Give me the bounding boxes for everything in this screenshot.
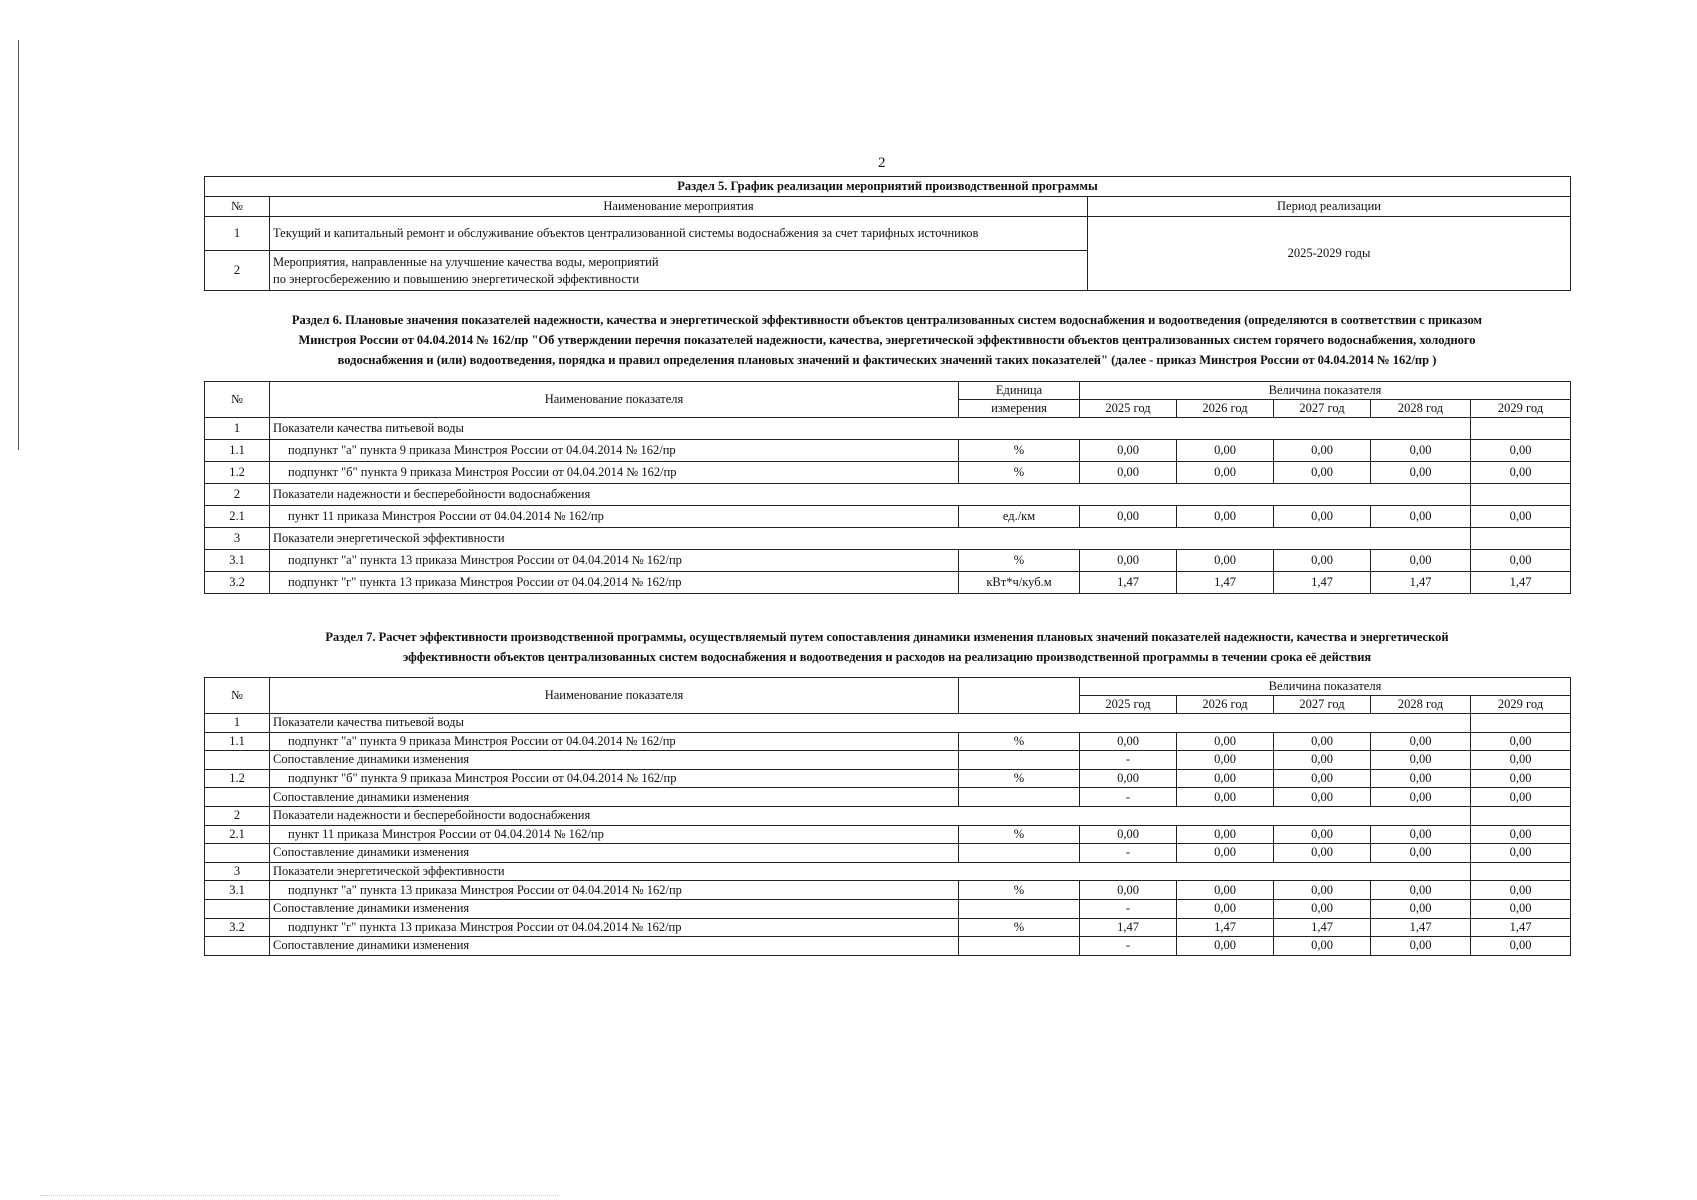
- section7-row-value: 0,00: [1371, 881, 1471, 900]
- section7-row-value: 1,47: [1177, 918, 1274, 937]
- section7-row: [205, 862, 1571, 881]
- section7-table: [204, 677, 1571, 956]
- section7-row-value: 0,00: [1274, 769, 1371, 788]
- section5-row2-name-line2: по энергосбережению и повышению энергетической эффективности: [273, 271, 640, 286]
- section7-row-value: 0,00: [1471, 769, 1571, 788]
- section7-header-name: Наименование показателя: [270, 678, 959, 714]
- section7-row-empty-cell: [1471, 862, 1571, 881]
- section7-row-unit: [959, 899, 1080, 918]
- section5-row2-name: [270, 251, 1088, 291]
- section7-row-unit: %: [959, 769, 1080, 788]
- section6-row-value: 1,47: [1080, 572, 1177, 594]
- section7-row-value: 0,00: [1177, 788, 1274, 807]
- section6-row: [205, 484, 1571, 506]
- section6-heading: [212, 310, 1562, 370]
- section7-row-name: подпункт "б" пункта 9 приказа Минстроя России от 04.04.2014 № 162/пр: [270, 769, 959, 788]
- section7-row-value: 0,00: [1177, 732, 1274, 751]
- section7-row-empty-cell: [1471, 714, 1571, 733]
- section6-row: [205, 440, 1571, 462]
- section7-header-unit-empty: [959, 678, 1080, 714]
- section7-row-value: 0,00: [1371, 899, 1471, 918]
- section6-row-value: 1,47: [1274, 572, 1371, 594]
- section7-row-value: 0,00: [1274, 732, 1371, 751]
- section6-row-value: 0,00: [1471, 506, 1571, 528]
- section6-row-value: 0,00: [1371, 506, 1471, 528]
- section6-row-value: 0,00: [1471, 550, 1571, 572]
- section6-row-value: 0,00: [1471, 462, 1571, 484]
- section7-row: [205, 844, 1571, 863]
- section7-row-value: 0,00: [1274, 751, 1371, 770]
- section6-group-name: Показатели энергетической эффективности: [270, 528, 1471, 550]
- section7-row-value: 0,00: [1177, 825, 1274, 844]
- section7-row-value: 0,00: [1080, 732, 1177, 751]
- section7-row-name: Сопоставление динамики изменения: [270, 844, 959, 863]
- section6-row-value: 0,00: [1177, 506, 1274, 528]
- section7-row-name: подпункт "а" пункта 13 приказа Минстроя России от 04.04.2014 № 162/пр: [270, 881, 959, 900]
- section6-row-unit: ед./км: [959, 506, 1080, 528]
- section6-row-value: 0,00: [1177, 462, 1274, 484]
- section7-row-num: [205, 937, 270, 956]
- section7-row-value: 0,00: [1274, 881, 1371, 900]
- section7-row-value: 0,00: [1080, 825, 1177, 844]
- section7-row-value: 0,00: [1371, 769, 1471, 788]
- section7-row-name: Сопоставление динамики изменения: [270, 937, 959, 956]
- section6-row: [205, 572, 1571, 594]
- section7-row: [205, 937, 1571, 956]
- section6-row-value: 0,00: [1274, 506, 1371, 528]
- section7-row-value: 0,00: [1471, 937, 1571, 956]
- section6-group-name: Показатели надежности и бесперебойности водоснабжения: [270, 484, 1471, 506]
- section6-row-value: 0,00: [1080, 462, 1177, 484]
- section7-row-num: 1.2: [205, 769, 270, 788]
- section7-row-value: 1,47: [1471, 918, 1571, 937]
- section7-row-value: 0,00: [1274, 788, 1371, 807]
- section7-row-value: 0,00: [1080, 769, 1177, 788]
- section6-row-value: 0,00: [1080, 506, 1177, 528]
- section7-row-empty-cell: [1471, 806, 1571, 825]
- section6-row-name: подпункт "а" пункта 13 приказа Минстроя России от 04.04.2014 № 162/пр: [270, 550, 959, 572]
- section7-row-value: 0,00: [1177, 751, 1274, 770]
- section6-header-name: Наименование показателя: [270, 382, 959, 418]
- section7-row-name: пункт 11 приказа Минстроя России от 04.04.2014 № 162/пр: [270, 825, 959, 844]
- section6-row-value: 0,00: [1471, 440, 1571, 462]
- section5-row2-num: 2: [205, 251, 270, 291]
- section5-row1-num: 1: [205, 217, 270, 251]
- section7-row-value: 0,00: [1371, 732, 1471, 751]
- section6-row-num: 2.1: [205, 506, 270, 528]
- section6-row-value: 0,00: [1371, 462, 1471, 484]
- section7-row-value: 0,00: [1080, 881, 1177, 900]
- section7-row-value: 1,47: [1274, 918, 1371, 937]
- section6-row-num: 1.1: [205, 440, 270, 462]
- section7-title-line1: Раздел 7. Расчет эффективности производственной программы, осуществляемый путем сопоставления динамики изменения плановых значений показателей надежности, качества и энергетической: [325, 630, 1449, 644]
- section7-row-unit: [959, 751, 1080, 770]
- section7-year-2027: 2027 год: [1274, 696, 1371, 714]
- section7-title-line2: эффективности объектов централизованных систем водоснабжения и водоотведения и расходов на реализацию производственной программы в течении срока её действия: [402, 650, 1372, 664]
- section6-row-value: 0,00: [1177, 440, 1274, 462]
- section7-row-value: -: [1080, 899, 1177, 918]
- section5-period-value: 2025-2029 годы: [1088, 217, 1571, 291]
- section7-row-num: 3.1: [205, 881, 270, 900]
- section7-row-name: подпункт "а" пункта 9 приказа Минстроя России от 04.04.2014 № 162/пр: [270, 732, 959, 751]
- section7-row-value: 0,00: [1177, 844, 1274, 863]
- section7-row-num: 1: [205, 714, 270, 733]
- section6-row-name: подпункт "б" пункта 9 приказа Минстроя России от 04.04.2014 № 162/пр: [270, 462, 959, 484]
- section6-row-unit: кВт*ч/куб.м: [959, 572, 1080, 594]
- section7-row-num: 1.1: [205, 732, 270, 751]
- scan-edge-marks: [18, 40, 21, 450]
- section6-title-line1: Раздел 6. Плановые значения показателей надежности, качества и энергетической эффективности объектов централизованных систем водоснабжения и водоотведения (определяются в соответствии с приказом: [291, 313, 1483, 327]
- section7-group-name: Показатели надежности и бесперебойности водоснабжения: [270, 806, 1471, 825]
- section7-row-value: 0,00: [1177, 881, 1274, 900]
- section6-year-2027: 2027 год: [1274, 400, 1371, 418]
- section6-year-2028: 2028 год: [1371, 400, 1471, 418]
- section7-row-value: 0,00: [1371, 788, 1471, 807]
- section7-row-unit: %: [959, 732, 1080, 751]
- section6-row-num: 1.2: [205, 462, 270, 484]
- section7-year-2028: 2028 год: [1371, 696, 1471, 714]
- section7-header-num: №: [205, 678, 270, 714]
- section5-block: [204, 176, 1570, 291]
- section5-header-period: Период реализации: [1088, 197, 1571, 217]
- section7-row-num: [205, 844, 270, 863]
- section7-heading: [212, 627, 1562, 667]
- section6-row: [205, 462, 1571, 484]
- section7-row-num: [205, 751, 270, 770]
- section7-row-unit: [959, 844, 1080, 863]
- section7-row: [205, 806, 1571, 825]
- section6-row-value: 0,00: [1274, 550, 1371, 572]
- section7-row-value: 0,00: [1471, 844, 1571, 863]
- section7-block: [204, 677, 1570, 956]
- section6-row-value: 1,47: [1371, 572, 1471, 594]
- section6-block: [204, 381, 1570, 594]
- section7-row-num: 2: [205, 806, 270, 825]
- section7-row-unit: [959, 788, 1080, 807]
- section5-header-num: №: [205, 197, 270, 217]
- section7-row-value: -: [1080, 788, 1177, 807]
- section7-row-value: -: [1080, 751, 1177, 770]
- section7-row-value: 0,00: [1371, 751, 1471, 770]
- section7-row-value: 1,47: [1080, 918, 1177, 937]
- section6-table: [204, 381, 1571, 594]
- section6-row-value: 0,00: [1080, 550, 1177, 572]
- section7-row-name: Сопоставление динамики изменения: [270, 788, 959, 807]
- section6-row-name: пункт 11 приказа Минстроя России от 04.04.2014 № 162/пр: [270, 506, 959, 528]
- section7-row-value: 0,00: [1177, 769, 1274, 788]
- section7-row-num: [205, 788, 270, 807]
- section6-year-2029: 2029 год: [1471, 400, 1571, 418]
- section6-row-unit: %: [959, 462, 1080, 484]
- section7-row-num: 3.2: [205, 918, 270, 937]
- page-number: 2: [878, 155, 886, 171]
- section7-row-value: 0,00: [1471, 732, 1571, 751]
- section6-header-value: Величина показателя: [1080, 382, 1571, 400]
- section6-row: [205, 550, 1571, 572]
- section7-group-name: Показатели качества питьевой воды: [270, 714, 1471, 733]
- section7-row-value: 0,00: [1471, 751, 1571, 770]
- section7-row-value: 0,00: [1471, 881, 1571, 900]
- section7-row-unit: %: [959, 881, 1080, 900]
- section6-row-value: 1,47: [1177, 572, 1274, 594]
- section6-row-num: 2: [205, 484, 270, 506]
- section6-header-unit-line1: Единица: [959, 382, 1080, 400]
- section7-row-value: 0,00: [1177, 937, 1274, 956]
- section7-row-name: Сопоставление динамики изменения: [270, 899, 959, 918]
- section7-row-name: подпункт "г" пункта 13 приказа Минстроя России от 04.04.2014 № 162/пр: [270, 918, 959, 937]
- section7-row: [205, 899, 1571, 918]
- section6-row-unit: %: [959, 440, 1080, 462]
- section7-row-value: 0,00: [1177, 899, 1274, 918]
- section6-row-value: 1,47: [1471, 572, 1571, 594]
- section6-year-2026: 2026 год: [1177, 400, 1274, 418]
- section6-row-value: 0,00: [1274, 462, 1371, 484]
- section7-row-value: 0,00: [1274, 844, 1371, 863]
- section5-header-name: Наименование мероприятия: [270, 197, 1088, 217]
- section7-row-value: 0,00: [1274, 937, 1371, 956]
- section5-table: [204, 176, 1571, 291]
- section7-row-value: 0,00: [1274, 899, 1371, 918]
- section6-row-value: 0,00: [1371, 550, 1471, 572]
- section7-row-value: 0,00: [1471, 788, 1571, 807]
- section5-row1-name: Текущий и капитальный ремонт и обслуживание объектов централизованной системы водоснабжения за счет тарифных источников: [270, 217, 1088, 251]
- section7-row: [205, 769, 1571, 788]
- section6-row-value: 0,00: [1080, 440, 1177, 462]
- section7-row-value: -: [1080, 844, 1177, 863]
- section6-row-empty-cell: [1471, 528, 1571, 550]
- section7-row-value: 0,00: [1371, 937, 1471, 956]
- section7-row-name: Сопоставление динамики изменения: [270, 751, 959, 770]
- section6-title-line3: водоснабжения и (или) водоотведения, порядка и правил определения плановых значений и фактических значений таких показателей" (далее - приказ Минстроя России от 04.04.2014 № 162/пр ): [337, 353, 1437, 367]
- section7-row-unit: %: [959, 825, 1080, 844]
- section5-row2-name-line1: Мероприятия, направленные на улучшение качества воды, мероприятий: [273, 254, 659, 269]
- section6-row: [205, 528, 1571, 550]
- section6-row-value: 0,00: [1274, 440, 1371, 462]
- section7-row-value: 1,47: [1371, 918, 1471, 937]
- section7-row-value: 0,00: [1371, 825, 1471, 844]
- section7-row-value: 0,00: [1471, 899, 1571, 918]
- section7-row-unit: %: [959, 918, 1080, 937]
- section7-row: [205, 751, 1571, 770]
- section7-year-2029: 2029 год: [1471, 696, 1571, 714]
- section6-header-unit-line2: измерения: [959, 400, 1080, 418]
- section6-year-2025: 2025 год: [1080, 400, 1177, 418]
- section7-group-name: Показатели энергетической эффективности: [270, 862, 1471, 881]
- section6-row-value: 0,00: [1371, 440, 1471, 462]
- section6-group-name: Показатели качества питьевой воды: [270, 418, 1471, 440]
- section7-row-unit: [959, 937, 1080, 956]
- section7-row-value: 0,00: [1471, 825, 1571, 844]
- section7-row: [205, 918, 1571, 937]
- section7-row: [205, 714, 1571, 733]
- section7-row-num: [205, 899, 270, 918]
- section7-row: [205, 881, 1571, 900]
- section6-row-value: 0,00: [1177, 550, 1274, 572]
- section7-row-num: 3: [205, 862, 270, 881]
- section6-row-num: 3: [205, 528, 270, 550]
- section7-year-2025: 2025 год: [1080, 696, 1177, 714]
- section6-row-empty-cell: [1471, 484, 1571, 506]
- section6-row-unit: %: [959, 550, 1080, 572]
- section6-row-num: 1: [205, 418, 270, 440]
- scan-noise-line: [40, 1195, 560, 1196]
- section7-header-value: Величина показателя: [1080, 678, 1571, 696]
- section5-title: Раздел 5. График реализации мероприятий производственной программы: [205, 177, 1571, 197]
- section7-row: [205, 732, 1571, 751]
- section7-row-num: 2.1: [205, 825, 270, 844]
- section7-row: [205, 825, 1571, 844]
- section6-row-empty-cell: [1471, 418, 1571, 440]
- section6-row-name: подпункт "г" пункта 13 приказа Минстроя России от 04.04.2014 № 162/пр: [270, 572, 959, 594]
- section6-row-num: 3.2: [205, 572, 270, 594]
- section7-row-value: 0,00: [1371, 844, 1471, 863]
- section7-year-2026: 2026 год: [1177, 696, 1274, 714]
- section6-header-num: №: [205, 382, 270, 418]
- section7-row: [205, 788, 1571, 807]
- section6-row: [205, 418, 1571, 440]
- section6-row: [205, 506, 1571, 528]
- section6-title-line2: Минстроя России от 04.04.2014 № 162/пр "Об утверждении перечня показателей надежности, качества, энергетической эффективности объектов централизованных систем горячего водоснабжения, холодного: [298, 333, 1476, 347]
- section6-row-name: подпункт "а" пункта 9 приказа Минстроя России от 04.04.2014 № 162/пр: [270, 440, 959, 462]
- section7-row-value: -: [1080, 937, 1177, 956]
- section7-row-value: 0,00: [1274, 825, 1371, 844]
- section6-row-num: 3.1: [205, 550, 270, 572]
